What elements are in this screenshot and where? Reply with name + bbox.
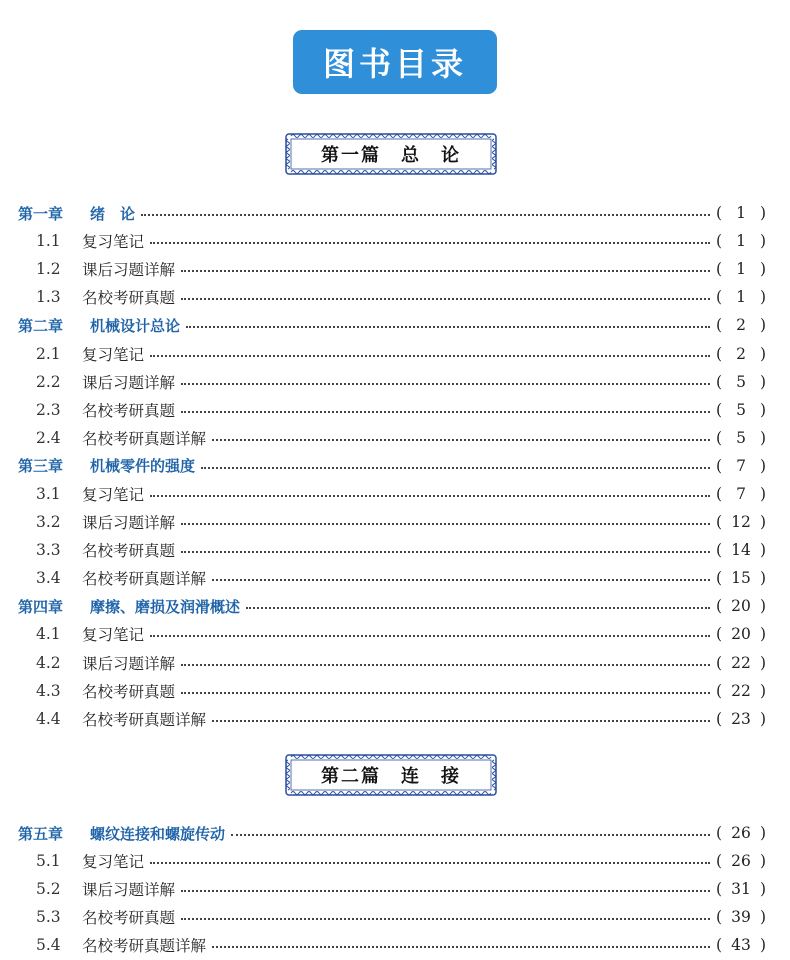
leader-dots — [181, 549, 710, 553]
entry-number: 5.3 — [36, 908, 61, 927]
leader-dots — [181, 888, 710, 892]
leader-dots — [181, 381, 710, 385]
page-number: 5 — [736, 372, 746, 391]
toc-section-row[interactable] — [18, 396, 766, 424]
page-number: 43 — [731, 936, 751, 955]
page-ref: ( 31 ) — [716, 880, 766, 899]
entry-number: 4.4 — [36, 709, 61, 728]
entry-number: 4.1 — [36, 625, 61, 644]
leader-dots — [212, 577, 710, 581]
entry-number: 3.2 — [36, 513, 61, 532]
leader-dots — [141, 212, 710, 216]
leader-dots — [231, 832, 710, 836]
entry-title: 机械设计总论 — [90, 316, 181, 335]
leader-dots — [150, 240, 710, 244]
page-ref: ( 1 ) — [716, 204, 766, 223]
entry-title: 摩擦、磨损及润滑概述 — [90, 597, 241, 616]
entry-number: 1.3 — [36, 288, 61, 307]
toc-section-row[interactable] — [18, 620, 766, 648]
page-ref: ( 22 ) — [716, 653, 766, 672]
page-ref: ( 2 ) — [716, 344, 766, 363]
entry-number: 2.4 — [36, 428, 61, 447]
leader-dots — [181, 521, 710, 525]
leader-dots — [201, 465, 710, 469]
page-number: 31 — [731, 880, 751, 899]
entry-number: 1.1 — [36, 232, 61, 251]
page-ref: ( 1 ) — [716, 232, 766, 251]
toc-section-row[interactable] — [18, 480, 766, 508]
entry-title: 名校考研真题详解 — [82, 429, 207, 448]
entry-number: 第五章 — [18, 824, 64, 843]
entry-title: 绪 论 — [90, 204, 136, 223]
toc-section-row[interactable] — [18, 339, 766, 367]
leader-dots — [181, 662, 710, 666]
entry-title: 名校考研真题 — [82, 289, 176, 308]
entry-title: 名校考研真题 — [82, 542, 176, 561]
page-number: 20 — [731, 625, 751, 644]
page-number: 2 — [736, 316, 746, 335]
leader-dots — [181, 409, 710, 413]
entry-number: 第一章 — [18, 204, 64, 223]
leader-dots — [212, 718, 710, 722]
page-ref: ( 5 ) — [716, 400, 766, 419]
entry-number: 2.2 — [36, 372, 61, 391]
page-number: 5 — [736, 400, 746, 419]
toc-chapter-row[interactable] — [18, 311, 766, 339]
part-label: 第二篇 连 接 — [321, 766, 461, 787]
toc-section-row[interactable] — [18, 283, 766, 311]
page-number: 12 — [731, 513, 751, 532]
page-ref: ( 5 ) — [716, 428, 766, 447]
page-number: 1 — [736, 260, 746, 279]
leader-dots — [246, 605, 710, 609]
toc-section-row[interactable] — [18, 424, 766, 452]
entry-title: 名校考研真题 — [82, 682, 176, 701]
entry-number: 第四章 — [18, 597, 64, 616]
leader-dots — [181, 296, 710, 300]
leader-dots — [181, 916, 710, 920]
page-number: 7 — [736, 484, 746, 503]
page-ref: ( 26 ) — [716, 852, 766, 871]
toc-section-row[interactable] — [18, 255, 766, 283]
entry-number: 3.4 — [36, 569, 61, 588]
leader-dots — [181, 268, 710, 272]
leader-dots — [212, 944, 710, 948]
page-number: 2 — [736, 344, 746, 363]
leader-dots — [186, 324, 710, 328]
page-ref: ( 7 ) — [716, 456, 766, 475]
page-number: 26 — [731, 824, 751, 843]
toc-section-row[interactable] — [18, 649, 766, 677]
leader-dots — [150, 860, 710, 864]
entry-title: 名校考研真题 — [82, 401, 176, 420]
entry-title: 课后习题详解 — [82, 654, 176, 673]
entry-number: 4.2 — [36, 653, 61, 672]
leader-dots — [212, 437, 710, 441]
toc-part-1 — [18, 199, 766, 733]
part-banner-2 — [283, 752, 499, 798]
entry-number: 3.1 — [36, 484, 61, 503]
page-ref: ( 2 ) — [716, 316, 766, 335]
entry-title: 名校考研真题详解 — [82, 710, 207, 729]
entry-number: 第三章 — [18, 457, 64, 476]
leader-dots — [150, 353, 710, 357]
title-banner — [293, 30, 497, 94]
toc-section-row[interactable] — [18, 508, 766, 536]
toc-section-row[interactable] — [18, 705, 766, 733]
leader-dots — [150, 493, 710, 497]
page-number: 14 — [731, 541, 751, 560]
toc-chapter-row[interactable] — [18, 819, 766, 847]
toc-section-row[interactable] — [18, 536, 766, 564]
page-number: 5 — [736, 428, 746, 447]
entry-title: 复习笔记 — [82, 853, 145, 872]
page-ref: ( 7 ) — [716, 484, 766, 503]
entry-number: 4.3 — [36, 681, 61, 700]
page-number: 7 — [736, 456, 746, 475]
page-ref: ( 1 ) — [716, 288, 766, 307]
entry-title: 复习笔记 — [82, 345, 145, 364]
entry-number: 3.3 — [36, 541, 61, 560]
page-number: 1 — [736, 288, 746, 307]
toc-section-row[interactable] — [18, 677, 766, 705]
leader-dots — [150, 633, 710, 637]
entry-title: 复习笔记 — [82, 233, 145, 252]
page-ref: ( 5 ) — [716, 372, 766, 391]
page-number: 20 — [731, 597, 751, 616]
page-number: 22 — [731, 681, 751, 700]
page-number: 26 — [731, 852, 751, 871]
leader-dots — [181, 690, 710, 694]
toc-section-row[interactable] — [18, 564, 766, 592]
entry-number: 2.1 — [36, 344, 61, 363]
page-ref: ( 39 ) — [716, 908, 766, 927]
page-ref: ( 23 ) — [716, 709, 766, 728]
entry-title: 复习笔记 — [82, 626, 145, 645]
toc-part-2 — [18, 819, 766, 959]
entry-number: 1.2 — [36, 260, 61, 279]
entry-title: 名校考研真题详解 — [82, 937, 207, 956]
toc-chapter-row[interactable] — [18, 199, 766, 227]
entry-title: 名校考研真题详解 — [82, 570, 207, 589]
entry-number: 第二章 — [18, 316, 64, 335]
toc-section-row[interactable] — [18, 227, 766, 255]
entry-title: 课后习题详解 — [82, 514, 176, 533]
page-ref: ( 1 ) — [716, 260, 766, 279]
entry-title: 课后习题详解 — [82, 881, 176, 900]
page-ref: ( 12 ) — [716, 513, 766, 532]
page-ref: ( 14 ) — [716, 541, 766, 560]
page-ref: ( 20 ) — [716, 597, 766, 616]
page-ref: ( 26 ) — [716, 824, 766, 843]
page-title: 图书目录 — [322, 45, 467, 83]
page-number: 23 — [731, 709, 751, 728]
toc-section-row[interactable] — [18, 368, 766, 396]
page-ref: ( 15 ) — [716, 569, 766, 588]
entry-number: 5.1 — [36, 852, 61, 871]
entry-title: 机械零件的强度 — [90, 457, 196, 476]
page-ref: ( 20 ) — [716, 625, 766, 644]
entry-title: 复习笔记 — [82, 485, 145, 504]
toc-section-row[interactable] — [18, 931, 766, 959]
entry-title: 螺纹连接和螺旋传动 — [90, 824, 226, 843]
toc-section-row[interactable] — [18, 847, 766, 875]
entry-title: 课后习题详解 — [82, 261, 176, 280]
toc-chapter-row[interactable] — [18, 452, 766, 480]
entry-title: 名校考研真题 — [82, 909, 176, 928]
page-ref: ( 22 ) — [716, 681, 766, 700]
entry-number: 5.2 — [36, 880, 61, 899]
page-number: 1 — [736, 204, 746, 223]
page-number: 15 — [731, 569, 751, 588]
part-banner-1 — [283, 131, 499, 177]
page-number: 39 — [731, 908, 751, 927]
part-label: 第一篇 总 论 — [321, 145, 461, 166]
entry-number: 5.4 — [36, 936, 61, 955]
page-number: 1 — [736, 232, 746, 251]
entry-number: 2.3 — [36, 400, 61, 419]
entry-title: 课后习题详解 — [82, 373, 176, 392]
toc-section-row[interactable] — [18, 903, 766, 931]
page-ref: ( 43 ) — [716, 936, 766, 955]
page-number: 22 — [731, 653, 751, 672]
toc-chapter-row[interactable] — [18, 592, 766, 620]
toc-section-row[interactable] — [18, 875, 766, 903]
